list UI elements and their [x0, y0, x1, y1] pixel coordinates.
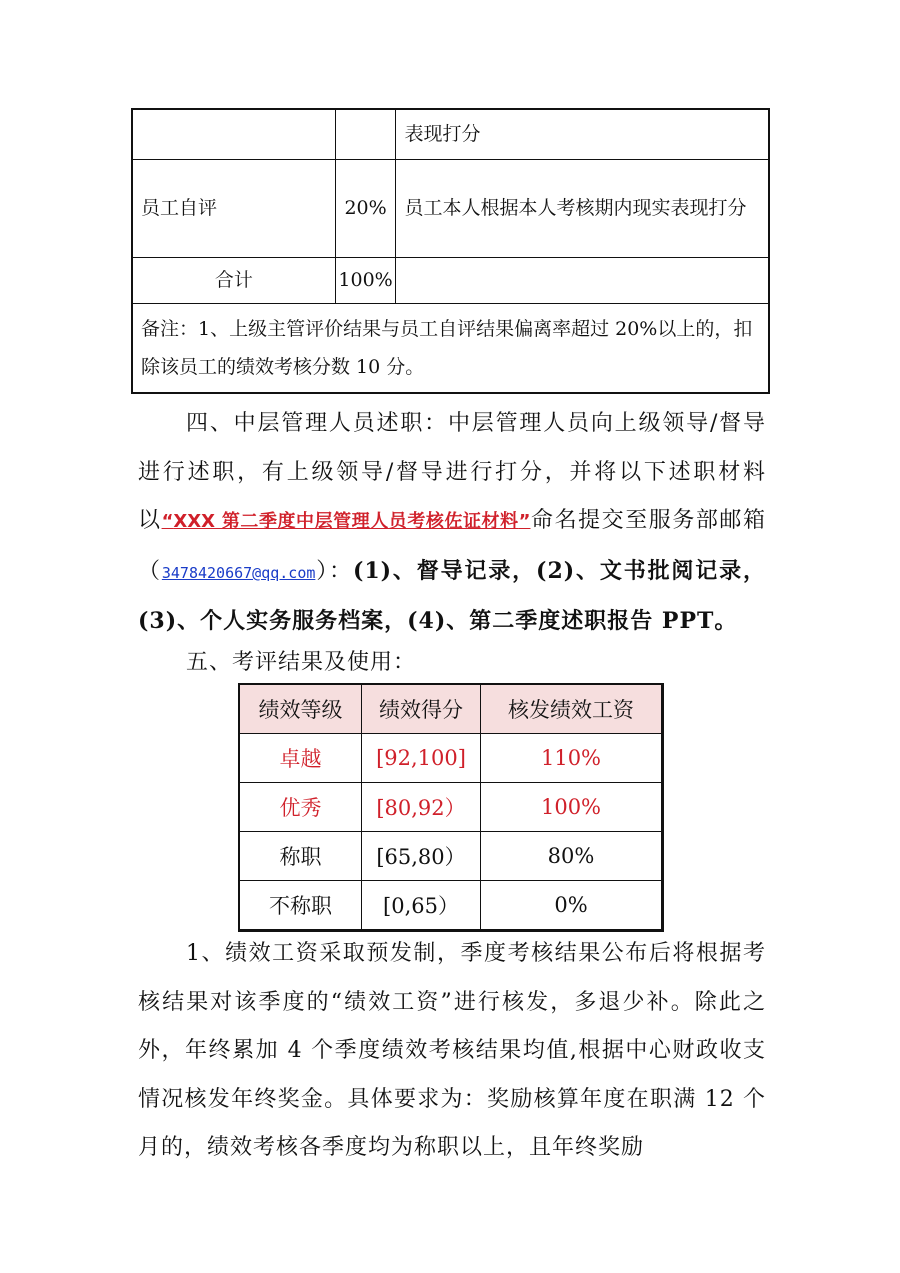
- grade-level: 卓越: [239, 734, 362, 783]
- table-row: [132, 303, 769, 393]
- eval-desc-cell: 员工本人根据本人考核期内现实表现打分: [396, 159, 769, 257]
- grade-pay: 0%: [481, 881, 663, 931]
- eval-desc-cell: 表现打分: [396, 109, 769, 159]
- header-pay: 核发绩效工资: [481, 684, 663, 734]
- email-link[interactable]: 3478420667@qq.com: [161, 563, 316, 582]
- grade-score: [65,80）: [362, 832, 481, 881]
- section5-heading: 五、考评结果及使用：: [186, 650, 417, 675]
- eval-item-cell: 员工自评: [132, 159, 335, 257]
- section4-text-b: 命名提交至服务部邮箱（: [138, 508, 766, 584]
- table-row: [239, 734, 663, 783]
- quote-close: ”: [518, 511, 531, 532]
- table-row: [132, 257, 769, 303]
- quote-open: “: [161, 511, 174, 532]
- eval-weight-cell: [335, 109, 396, 159]
- table-row: [132, 159, 769, 257]
- eval-weight-cell: 100%: [335, 257, 396, 303]
- eval-item-cell: [132, 109, 335, 159]
- header-level: 绩效等级: [239, 684, 362, 734]
- eval-item-cell: 合计: [132, 257, 335, 303]
- paragraph-performance-pay: 1、绩效工资采取预发制，季度考核结果公布后将根据考核结果对该季度的“绩效工资”进行核发，多退少补。除此之外，年终累加 4 个季度绩效考核结果均值,根据中心财政收支情况核发年终奖金。具体要求为：奖励核算年度在职满 12 个月的，绩效考核各季度均为称职以上，且年终奖励: [138, 941, 766, 1160]
- grade-score: [92,100]: [362, 734, 481, 783]
- table-row: [239, 832, 663, 881]
- materials-list: (1)、督导记录，(2)、文书批阅记录，(3)、个人实务服务档案，(4)、第二季度述职报告 PPT。: [138, 557, 766, 634]
- grade-pay: 100%: [481, 783, 663, 832]
- eval-desc-cell: [396, 257, 769, 303]
- table-row: [132, 109, 769, 159]
- table-note: 备注：1、上级主管评价结果与员工自评结果偏离率超过 20%以上的，扣除该员工的绩效考核分数 10 分。: [132, 303, 769, 393]
- grade-level: 称职: [239, 832, 362, 881]
- section4-text-c: ）：: [315, 558, 353, 584]
- table-header-row: [239, 684, 663, 734]
- grade-table: [238, 683, 664, 932]
- grade-score: [0,65）: [362, 881, 481, 931]
- grade-pay: 80%: [481, 832, 663, 881]
- table-row: [239, 783, 663, 832]
- grade-level: 不称职: [239, 881, 362, 931]
- eval-weight-cell: 20%: [335, 159, 396, 257]
- file-name-link[interactable]: XXX 第二季度中层管理人员考核佐证材料: [173, 511, 519, 532]
- header-score: 绩效得分: [362, 684, 481, 734]
- section4-text-a: 四、中层管理人员述职：中层管理人员向上级领导/督导进行述职，有上级领导/督导进行打分，并将以下述职材料以: [138, 411, 766, 533]
- table-row: [239, 881, 663, 931]
- grade-level: 优秀: [239, 783, 362, 832]
- evaluation-weight-table: [131, 108, 770, 394]
- grade-score: [80,92）: [362, 783, 481, 832]
- grade-pay: 110%: [481, 734, 663, 783]
- section4-paragraph: [138, 400, 766, 647]
